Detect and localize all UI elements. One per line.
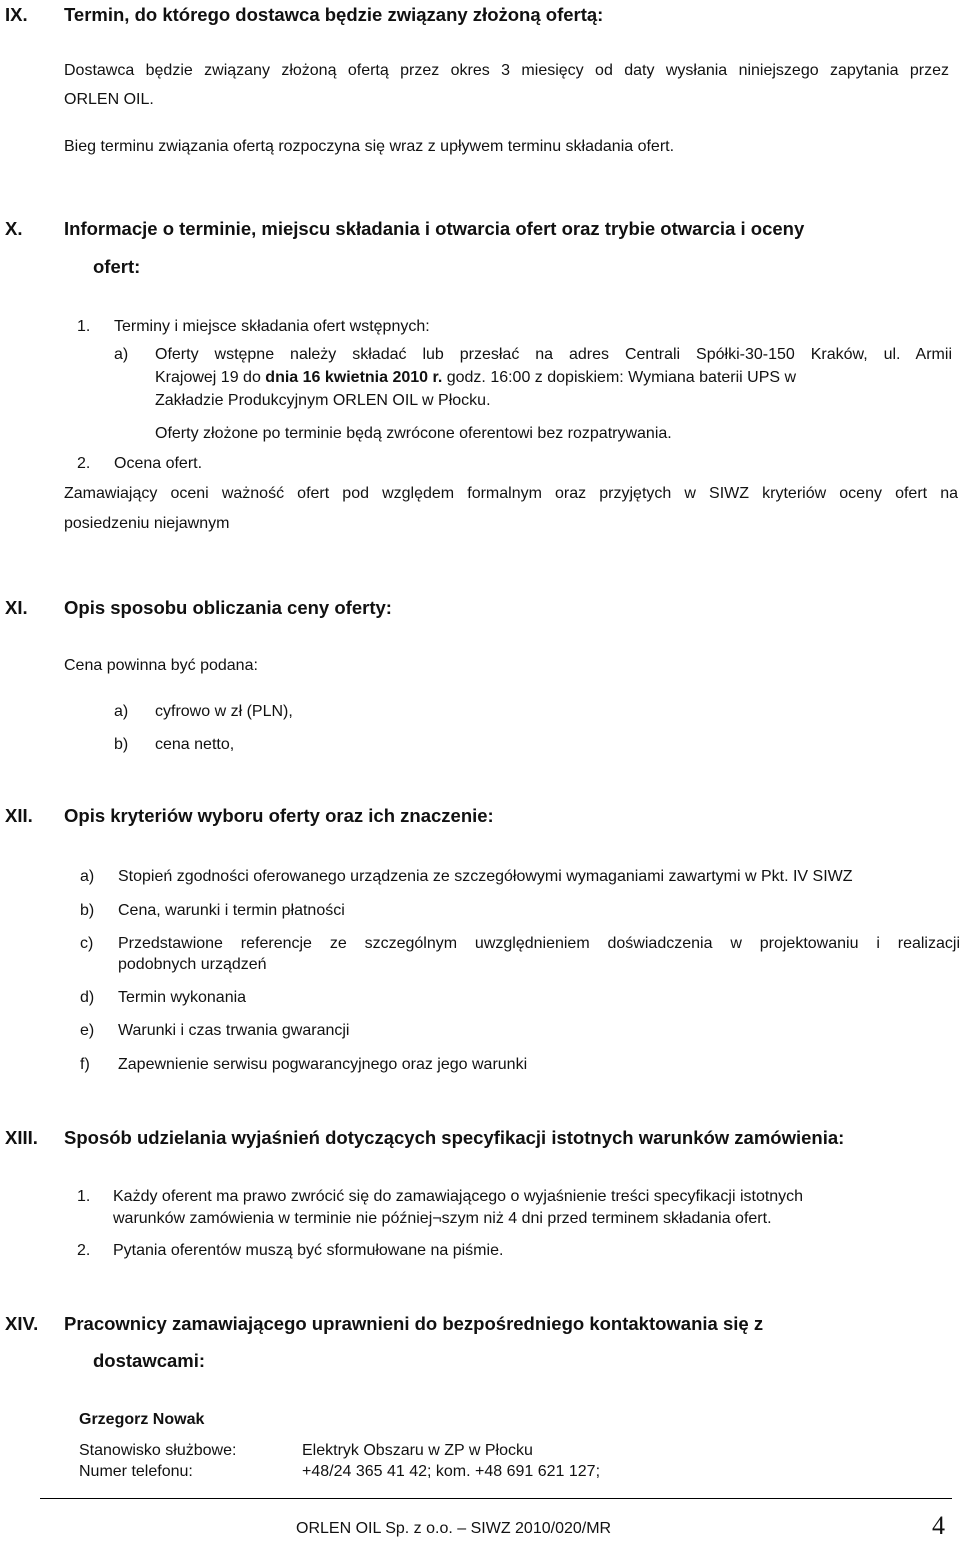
section-x-title-line2: ofert: xyxy=(93,256,141,277)
criteria-text: Termin wykonania xyxy=(118,989,247,1006)
section-xi-intro: Cena powinna być podana: xyxy=(64,657,258,674)
criteria-label: b) xyxy=(80,902,95,919)
deadline-date: dnia 16 kwietnia 2010 r. xyxy=(265,369,443,386)
clarification-label: 1. xyxy=(77,1188,91,1205)
section-x-number: X. xyxy=(5,218,23,239)
section-xiii-title: Sposób udzielania wyjaśnień dotyczących specyfikacji istotnych warunków zamówienia: xyxy=(64,1127,845,1148)
clarification-text: Każdy oferent ma prawo zwrócić się do zamawiającego o wyjaśnienie treści specyfikacji istotnych xyxy=(113,1188,804,1205)
section-x-item1-number: 1. xyxy=(77,318,91,335)
criteria-text: Stopień zgodności oferowanego urządzenia ze szczegółowymi wymaganiami zawartymi w Pkt. IV SIWZ xyxy=(118,868,853,885)
section-x-item-a-line1: Oferty wstępne należy składać lub przesłać na adres Centrali Spółki-30-150 Kraków, ul. Armii xyxy=(155,346,952,363)
criteria-label: f) xyxy=(80,1056,90,1073)
section-ix-title: Termin, do którego dostawca będzie związany złożoną ofertą: xyxy=(64,4,604,25)
section-xiv-title-line2: dostawcami: xyxy=(93,1350,206,1371)
section-x-evaluation-line1: Zamawiający oceni ważność ofert pod względem formalnym oraz przyjętych w SIWZ kryteriów oceny ofert na xyxy=(64,485,958,502)
footer-text: ORLEN OIL Sp. z o.o. – SIWZ 2010/020/MR xyxy=(296,1520,612,1537)
criteria-text: Przedstawione referencje ze szczególnym uwzględnieniem doświadczenia w projektowaniu i realizacji xyxy=(118,935,960,952)
section-x-item1-text: Terminy i miejsce składania ofert wstępnych: xyxy=(114,318,430,335)
section-xiii-number: XIII. xyxy=(5,1127,38,1148)
section-ix-paragraph-2: Bieg terminu związania ofertą rozpoczyna się wraz z upływem terminu składania ofert. xyxy=(64,138,675,155)
section-xi-item-label: b) xyxy=(114,736,129,753)
criteria-label: a) xyxy=(80,868,95,885)
section-x-title-line1: Informacje o terminie, miejscu składania i otwarcia ofert oraz trybie otwarcia i oceny xyxy=(64,218,805,239)
section-xi-number: XI. xyxy=(5,597,28,618)
clarification-label: 2. xyxy=(77,1242,91,1259)
criteria-label: d) xyxy=(80,989,95,1006)
section-xiv-number: XIV. xyxy=(5,1313,39,1334)
section-ix-paragraph-line2: ORLEN OIL. xyxy=(64,91,154,108)
section-xi-title: Opis sposobu obliczania ceny oferty: xyxy=(64,597,392,618)
section-x-item2-text: Ocena ofert. xyxy=(114,455,203,472)
clarification-text-continued: warunków zamówienia w terminie nie później¬szym niż 4 dni przed terminem składania ofert. xyxy=(113,1210,772,1227)
section-xiv-title-line1: Pracownicy zamawiającego uprawnieni do bezpośredniego kontaktowania się z xyxy=(64,1313,764,1334)
contact-name: Grzegorz Nowak xyxy=(79,1411,205,1428)
criteria-label: e) xyxy=(80,1022,95,1039)
criteria-text: Cena, warunki i termin płatności xyxy=(118,902,345,919)
contact-position-value: Elektryk Obszaru w ZP w Płocku xyxy=(302,1442,533,1459)
section-xi-item-text: cyfrowo w zł (PLN), xyxy=(155,703,293,720)
section-xii-title: Opis kryteriów wyboru oferty oraz ich znaczenie: xyxy=(64,805,494,826)
criteria-label: c) xyxy=(80,935,94,952)
section-x-late-offers: Oferty złożone po terminie będą zwrócone oferentowi bez rozpatrywania. xyxy=(155,425,672,442)
contact-phone-label: Numer telefonu: xyxy=(79,1463,193,1480)
section-xi-item-label: a) xyxy=(114,703,129,720)
criteria-text: Warunki i czas trwania gwarancji xyxy=(118,1022,350,1039)
section-x-item-a-line2: Krajowej 19 do dnia 16 kwietnia 2010 r. godz. 16:00 z dopiskiem: Wymiana baterii UPS w xyxy=(155,369,797,386)
criteria-text-continued: podobnych urządzeń xyxy=(118,956,267,973)
section-x-item-a-label: a) xyxy=(114,346,129,363)
section-x-evaluation-line2: posiedzeniu niejawnym xyxy=(64,515,230,532)
criteria-text: Zapewnienie serwisu pogwarancyjnego oraz jego warunki xyxy=(118,1056,528,1073)
section-xi-item-text: cena netto, xyxy=(155,736,235,753)
section-ix-number: IX. xyxy=(5,4,28,25)
clarification-text: Pytania oferentów muszą być sformułowane na piśmie. xyxy=(113,1242,504,1259)
section-ix-paragraph-line1: Dostawca będzie związany złożoną ofertą przez okres 3 miesięcy od daty wysłania niniejszego zapytania przez xyxy=(64,62,949,79)
section-x-item-a-line3: Zakładzie Produkcyjnym ORLEN OIL w Płocku. xyxy=(155,392,491,409)
footer-divider xyxy=(40,1498,952,1499)
contact-phone-value: +48/24 365 41 42; kom. +48 691 621 127; xyxy=(302,1463,601,1480)
section-x-item2-number: 2. xyxy=(77,455,91,472)
section-xii-number: XII. xyxy=(5,805,33,826)
contact-position-label: Stanowisko służbowe: xyxy=(79,1442,237,1459)
page-number: 4 xyxy=(932,1511,945,1540)
